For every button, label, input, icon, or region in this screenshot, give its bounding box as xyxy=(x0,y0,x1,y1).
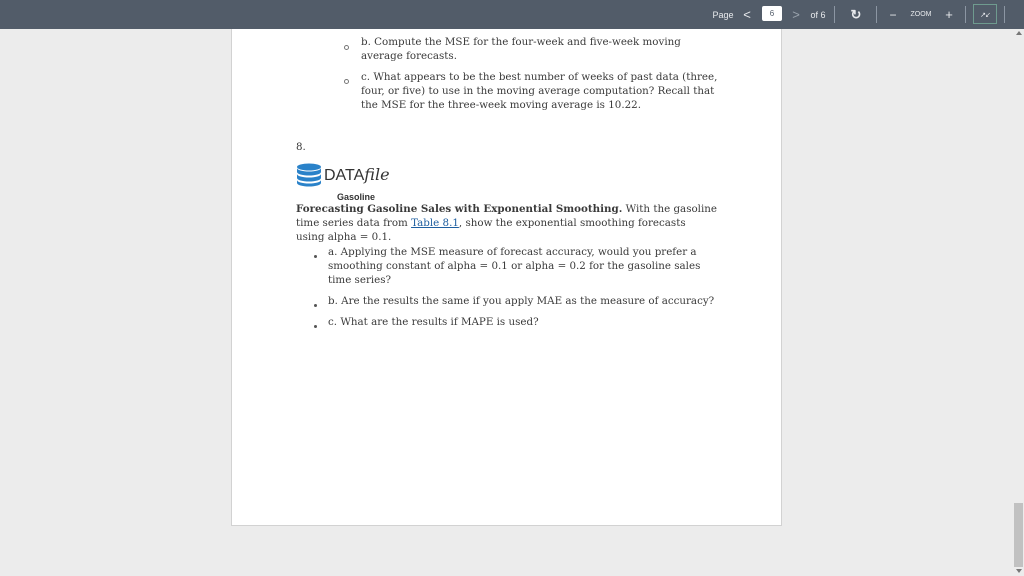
next-page-button[interactable]: > xyxy=(792,7,800,22)
viewer-toolbar xyxy=(0,0,1024,29)
item-a-line3: time series? xyxy=(328,274,392,286)
paragraph-line2 xyxy=(296,216,686,230)
toolbar-separator xyxy=(965,6,966,23)
sub-item-b-line2: average forecasts. xyxy=(361,50,457,62)
problem-number: 8. xyxy=(296,141,306,153)
table-link[interactable]: Table 8.1 xyxy=(411,217,459,229)
circle-bullet-icon xyxy=(344,79,349,84)
datafile-word: DATA xyxy=(324,167,365,184)
toolbar-separator xyxy=(834,6,835,23)
rotate-icon[interactable]: ↻ xyxy=(850,6,862,22)
item-a-line1: a. Applying the MSE measure of forecast accuracy, would you prefer a xyxy=(328,246,697,258)
page-label: Page xyxy=(712,9,734,20)
zoom-out-button[interactable]: − xyxy=(889,7,897,22)
zoom-in-button[interactable]: + xyxy=(945,7,953,22)
bullet-icon xyxy=(314,304,317,307)
collapse-icon[interactable]: ↗↙ xyxy=(980,11,990,19)
bullet-icon xyxy=(314,325,317,328)
vertical-scrollbar[interactable] xyxy=(1014,29,1024,576)
zoom-label: ZOOM xyxy=(910,11,932,18)
paragraph-text: With the gasoline xyxy=(622,203,717,215)
datafile-label xyxy=(324,165,390,186)
scroll-down-icon[interactable] xyxy=(1016,569,1022,573)
paragraph-text: time series data from xyxy=(296,217,412,229)
toolbar-separator xyxy=(876,6,877,23)
paragraph-text: , show the exponential smoothing forecasts xyxy=(458,217,686,229)
page-number-input[interactable]: 6 xyxy=(762,6,782,21)
paragraph-title: Forecasting Gasoline Sales with Exponential Smoothing. xyxy=(296,203,623,215)
sub-item-c-line3: the MSE for the three-week moving average is 10.22. xyxy=(361,99,641,111)
sub-item-c-line2: four, or five) to use in the moving average computation? Recall that xyxy=(361,85,715,97)
toolbar-separator xyxy=(1004,6,1005,23)
bullet-icon xyxy=(314,255,317,258)
circle-bullet-icon xyxy=(344,45,349,50)
scroll-up-icon[interactable] xyxy=(1016,31,1022,35)
datafile-name: Gasoline xyxy=(337,192,376,202)
item-c: c. What are the results if MAPE is used? xyxy=(328,316,539,328)
item-a-line2: smoothing constant of alpha = 0.1 or alpha = 0.2 for the gasoline sales xyxy=(328,260,701,272)
datafile-italic: file xyxy=(364,165,390,184)
paragraph-line1 xyxy=(296,202,717,216)
previous-page-button[interactable]: < xyxy=(743,7,751,22)
sub-item-c-line1: c. What appears to be the best number of weeks of past data (three, xyxy=(361,71,718,83)
database-icon xyxy=(296,163,322,187)
scrollbar-thumb[interactable] xyxy=(1014,503,1023,567)
page-total: of 6 xyxy=(810,9,826,20)
item-b: b. Are the results the same if you apply MAE as the measure of accuracy? xyxy=(328,295,715,307)
paragraph-line3: using alpha = 0.1. xyxy=(296,231,392,243)
sub-item-b-line1: b. Compute the MSE for the four-week and five-week moving xyxy=(361,36,681,48)
